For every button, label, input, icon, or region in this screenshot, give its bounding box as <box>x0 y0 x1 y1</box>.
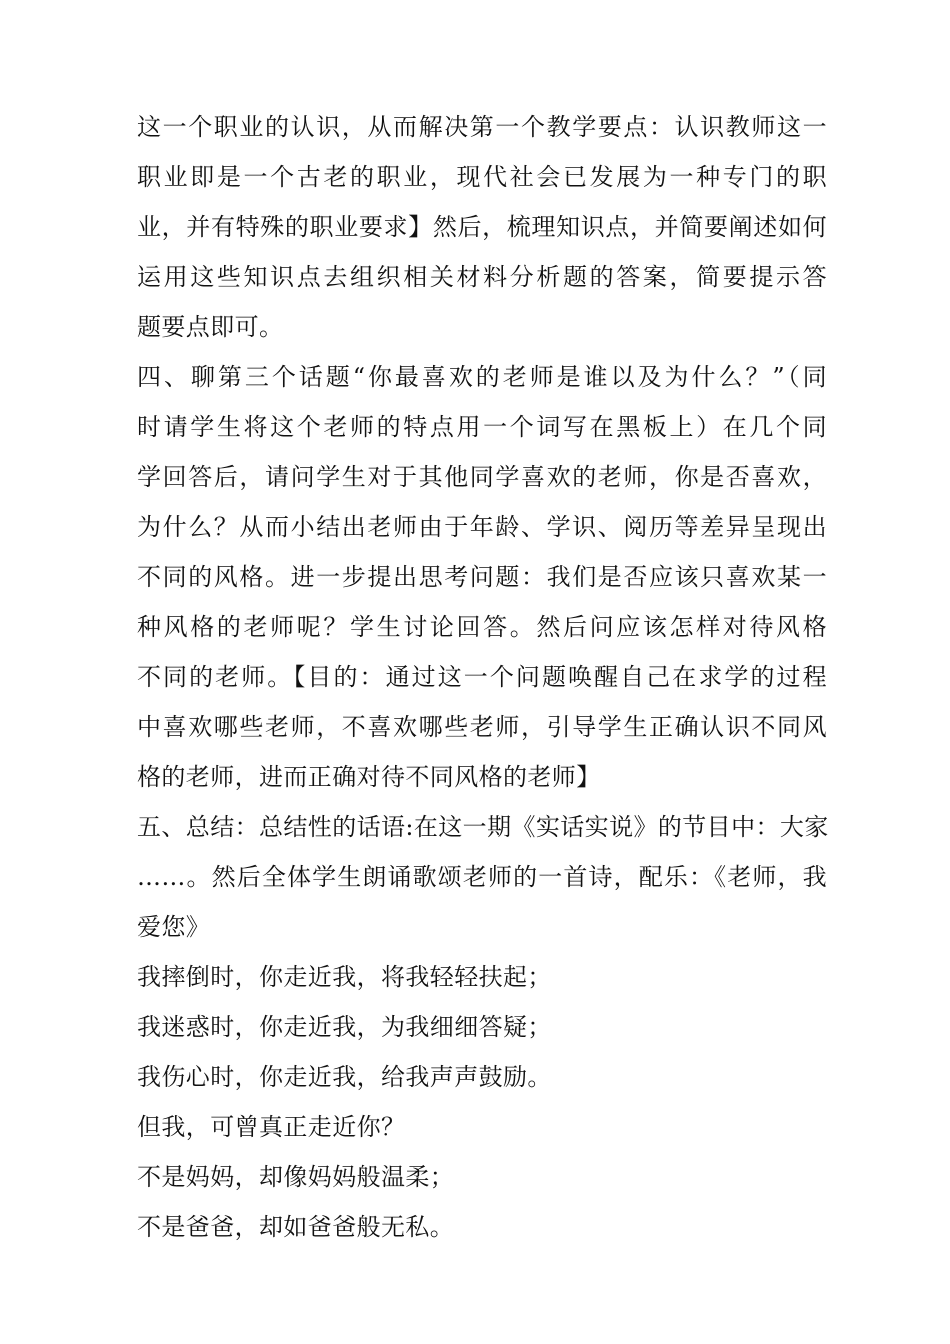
poem-line: 我摔倒时，你走近我，将我轻轻扶起； <box>137 963 552 991</box>
text-line: 五、总结：总结性的话语:在这一期《实话实说》的节目中：大家 <box>137 813 829 841</box>
poem-line: 我伤心时，你走近我，给我声声鼓励。 <box>137 1063 552 1091</box>
text-line: 种风格的老师呢？学生讨论回答。然后问应该怎样对待风格 <box>137 613 827 641</box>
text-line: 题要点即可。 <box>137 313 284 341</box>
text-line: ……。然后全体学生朗诵歌颂老师的一首诗，配乐：《老师，我 <box>137 863 827 891</box>
text-line: 不同的老师。【目的：通过这一个问题唤醒自己在求学的过程 <box>137 663 827 691</box>
text-line: 这一个职业的认识，从而解决第一个教学要点：认识教师这一 <box>137 113 827 141</box>
text-line: 中喜欢哪些老师，不喜欢哪些老师，引导学生正确认识不同风 <box>137 713 827 741</box>
text-line: 四、聊第三个话题“你最喜欢的老师是谁以及为什么？”（同 <box>137 363 827 391</box>
text-line: 时请学生将这个老师的特点用一个词写在黑板上）在几个同 <box>137 413 827 441</box>
text-line: 学回答后，请问学生对于其他同学喜欢的老师，你是否喜欢， <box>137 463 827 491</box>
poem-line: 我迷惑时，你走近我，为我细细答疑； <box>137 1013 552 1041</box>
text-line: 业，并有特殊的职业要求】然后，梳理知识点，并简要阐述如何 <box>137 213 827 241</box>
text-line: 职业即是一个古老的职业，现代社会已发展为一种专门的职 <box>137 163 827 191</box>
text-line: 运用这些知识点去组织相关材料分析题的答案，简要提示答 <box>137 263 827 291</box>
text-line: 格的老师，进而正确对待不同风格的老师】 <box>137 763 601 791</box>
poem-line: 但我，可曾真正走近你？ <box>137 1113 406 1141</box>
text-line: 不同的风格。进一步提出思考问题：我们是否应该只喜欢某一 <box>137 563 827 591</box>
text-line: 为什么？从而小结出老师由于年龄、学识、阅历等差异呈现出 <box>137 513 827 541</box>
poem-line: 不是妈妈，却像妈妈般温柔； <box>137 1163 455 1191</box>
text-line: 爱您》 <box>137 913 211 941</box>
poem-line: 不是爸爸，却如爸爸般无私。 <box>137 1213 455 1241</box>
